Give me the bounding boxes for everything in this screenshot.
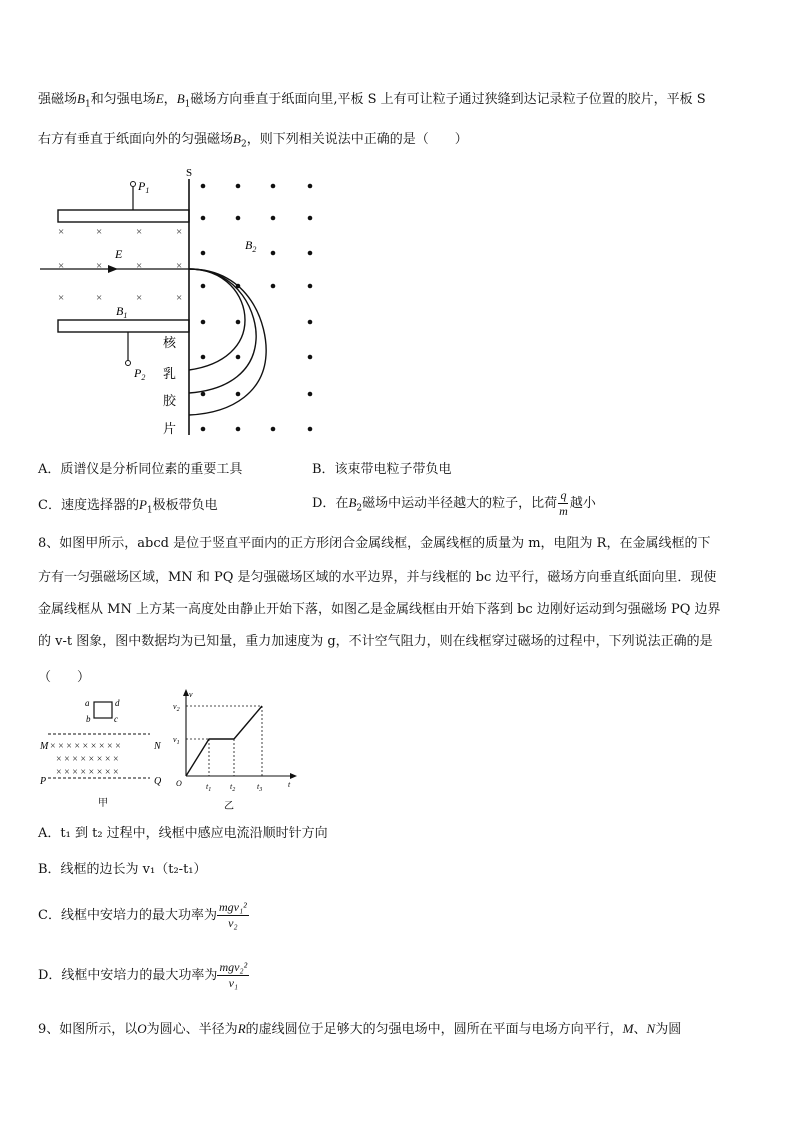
svg-text:c: c xyxy=(114,714,118,724)
symbol-e: E xyxy=(155,91,164,106)
svg-text:× × × × × × × × ×: × × × × × × × × × xyxy=(50,741,121,752)
q7-option-c: C．速度选择器的$P_1$极板带负电 xyxy=(38,497,218,516)
q8-option-b: B．线框的边长为 v₁（t₂-t₁） xyxy=(38,862,207,877)
b1-field-crosses xyxy=(58,226,182,304)
film-label xyxy=(163,335,177,436)
b2-field-dots xyxy=(201,184,313,432)
svg-text:t: t xyxy=(288,780,291,789)
upper-plate xyxy=(58,210,189,222)
mass-spectrometer-figure xyxy=(40,165,340,445)
figure-jia xyxy=(38,692,178,812)
q7-stem-line-2: 右方有垂直于纸面向外的匀强磁场$B_2$，则下列相关说法中正确的是（ ） xyxy=(38,131,468,150)
q7-option-d: D．在$B_2$磁场中运动半径越大的粒子，比荷 $\frac{q}{m}$ 越小 xyxy=(312,488,596,518)
symbol-n: N xyxy=(646,1021,656,1036)
svg-text:P: P xyxy=(40,776,47,787)
text: 为圆心、半径为 xyxy=(146,1022,238,1037)
svg-text:v: v xyxy=(189,690,193,699)
caption-yi: 乙 xyxy=(224,801,234,812)
text: C．速度选择器的 xyxy=(38,498,139,513)
svg-text:×: × xyxy=(176,292,183,304)
label-b2: $B_2$ xyxy=(245,238,257,254)
svg-text:×: × xyxy=(96,292,103,304)
q7-stem-line-1: 强磁场$B_1$和匀强电场E，$B_1$磁场方向垂直于纸面向里,平板 S 上有可让粒子通过狭缝到达记录粒子位置的胶片，平板 S xyxy=(38,91,706,110)
svg-text:t1: $t_1$ xyxy=(206,782,212,793)
particle-trajectories xyxy=(189,269,266,415)
svg-text:a: a xyxy=(85,698,90,708)
fraction-d: $\frac{\text{mgv₂²}}{\text{v₁}}$ xyxy=(219,960,248,990)
svg-text:乳: 乳 xyxy=(163,366,177,381)
label-b1: $B_1$ xyxy=(116,304,128,320)
lower-plate xyxy=(58,320,189,332)
figure-yi xyxy=(172,688,302,816)
svg-text:d: d xyxy=(115,698,120,708)
q8-stem-line-2: 方有一匀强磁场区域，MN 和 PQ 是匀强磁场区域的水平边界，并与线框的 bc 边平行，磁场方向垂直纸面向里．现使 xyxy=(38,570,717,585)
svg-text:×: × xyxy=(136,260,143,272)
text: 强磁场 xyxy=(38,92,78,107)
svg-text:核: 核 xyxy=(163,335,177,350)
text: 的虚线圆位于足够大的匀强电场中，圆所在平面与电场方向平行， xyxy=(245,1022,623,1037)
svg-text:×: × xyxy=(96,226,103,238)
q8-option-d xyxy=(38,960,249,991)
text: 磁场中运动半径越大的粒子，比荷 xyxy=(362,496,558,511)
square-frame xyxy=(94,702,112,718)
symbol-o: O xyxy=(137,1021,147,1036)
svg-text:× × × × × × × ×: × × × × × × × × xyxy=(56,767,119,778)
label-e: E xyxy=(115,247,123,261)
svg-text:M: M xyxy=(40,741,49,752)
text: 越小 xyxy=(569,496,596,511)
svg-text:v2: $v_2$ xyxy=(173,702,180,713)
text: B．该束带电粒子带负电 xyxy=(312,462,452,477)
svg-text:×: × xyxy=(176,226,183,238)
symbol-b1: B xyxy=(176,91,185,106)
symbol-m: M xyxy=(622,1021,634,1036)
q7-option-b xyxy=(312,458,452,477)
svg-text:×: × xyxy=(136,226,143,238)
svg-text:v1: $v_1$ xyxy=(173,735,180,746)
svg-text:N: N xyxy=(154,741,161,752)
svg-text:×: × xyxy=(58,292,65,304)
q8-option-c xyxy=(38,900,249,931)
text: D．在 xyxy=(312,496,349,511)
label-s: S xyxy=(186,167,193,179)
magnetic-field-crosses xyxy=(50,741,121,778)
p2-terminal xyxy=(126,361,131,366)
symbol-b2: B xyxy=(233,131,241,146)
text: 右方有垂直于纸面向外的匀强磁场 xyxy=(38,132,234,147)
text: ，则下列相关说法中正确的是（ ） xyxy=(246,132,468,147)
svg-text:胶: 胶 xyxy=(163,393,177,408)
q8-stem-line-5: （ ） xyxy=(38,670,91,685)
text: 极板带负电 xyxy=(152,498,218,513)
svg-text:Q: Q xyxy=(154,776,162,787)
text: 和匀强电场 xyxy=(90,92,156,107)
text: 为圆 xyxy=(655,1022,682,1037)
q9-stem-line-1 xyxy=(38,1018,681,1037)
p1-terminal xyxy=(131,182,136,187)
svg-text:O: O xyxy=(176,779,182,788)
q8-stem-line-1: 8、如图甲所示，abcd 是位于竖直平面内的正方形闭合金属线框，金属线框的质量为 m，电阻为 R，在金属线框的下 xyxy=(38,536,711,551)
symbol-r: R xyxy=(237,1021,246,1036)
text: 、 xyxy=(633,1022,647,1037)
symbol-b2: B xyxy=(348,495,357,510)
text: A．质谱仪是分析同位素的重要工具 xyxy=(38,462,243,477)
svg-text:b: b xyxy=(86,714,91,724)
svg-text:片: 片 xyxy=(163,421,177,436)
fraction-c: $\frac{\text{mgv₁²}}{\text{v₂}}$ xyxy=(218,900,247,930)
text: 磁场方向垂直于纸面向里,平板 S 上有可让粒子通过狭缝到达记录粒子位置的胶片，平板 S xyxy=(190,92,706,107)
svg-text:×: × xyxy=(96,260,103,272)
caption-jia: 甲 xyxy=(98,798,108,809)
svg-text:×: × xyxy=(136,292,143,304)
svg-text:×: × xyxy=(58,260,65,272)
symbol-b1: B xyxy=(77,91,85,106)
label-p1: $P_1$ xyxy=(138,179,150,195)
q8-stem-line-4: 的 v-t 图象，图中数据均为已知量，重力加速度为 g，不计空气阻力，则在线框穿过磁场的过程中，下列说法正确的是 xyxy=(38,634,713,649)
symbol-p1: P xyxy=(138,497,147,512)
text: D．线框中安培力的最大功率为 xyxy=(38,968,218,983)
label-p2: $P_2$ xyxy=(134,366,146,382)
svg-text:×: × xyxy=(58,226,65,238)
svg-text:×: × xyxy=(176,260,183,272)
text: ， xyxy=(163,92,177,107)
svg-text:t3: $t_3$ xyxy=(257,782,263,793)
text: C．线框中安培力的最大功率为 xyxy=(38,908,217,923)
svg-text:t2: $t_2$ xyxy=(230,782,236,793)
v-t-curve xyxy=(186,706,262,776)
q8-option-a: A．t₁ 到 t₂ 过程中，线框中感应电流沿顺时针方向 xyxy=(38,826,328,841)
text: 9、如图所示，以 xyxy=(38,1022,138,1037)
fraction-q-over-m: $\frac{q}{m}$ xyxy=(559,488,568,518)
svg-text:× × × × × × × ×: × × × × × × × × xyxy=(56,754,119,765)
q8-stem-line-3: 金属线框从 MN 上方某一高度处由静止开始下落，如图乙是金属线框由开始下落到 bc 边刚好运动到匀强磁场 PQ 边界 xyxy=(38,602,721,617)
q7-option-a xyxy=(38,458,242,477)
